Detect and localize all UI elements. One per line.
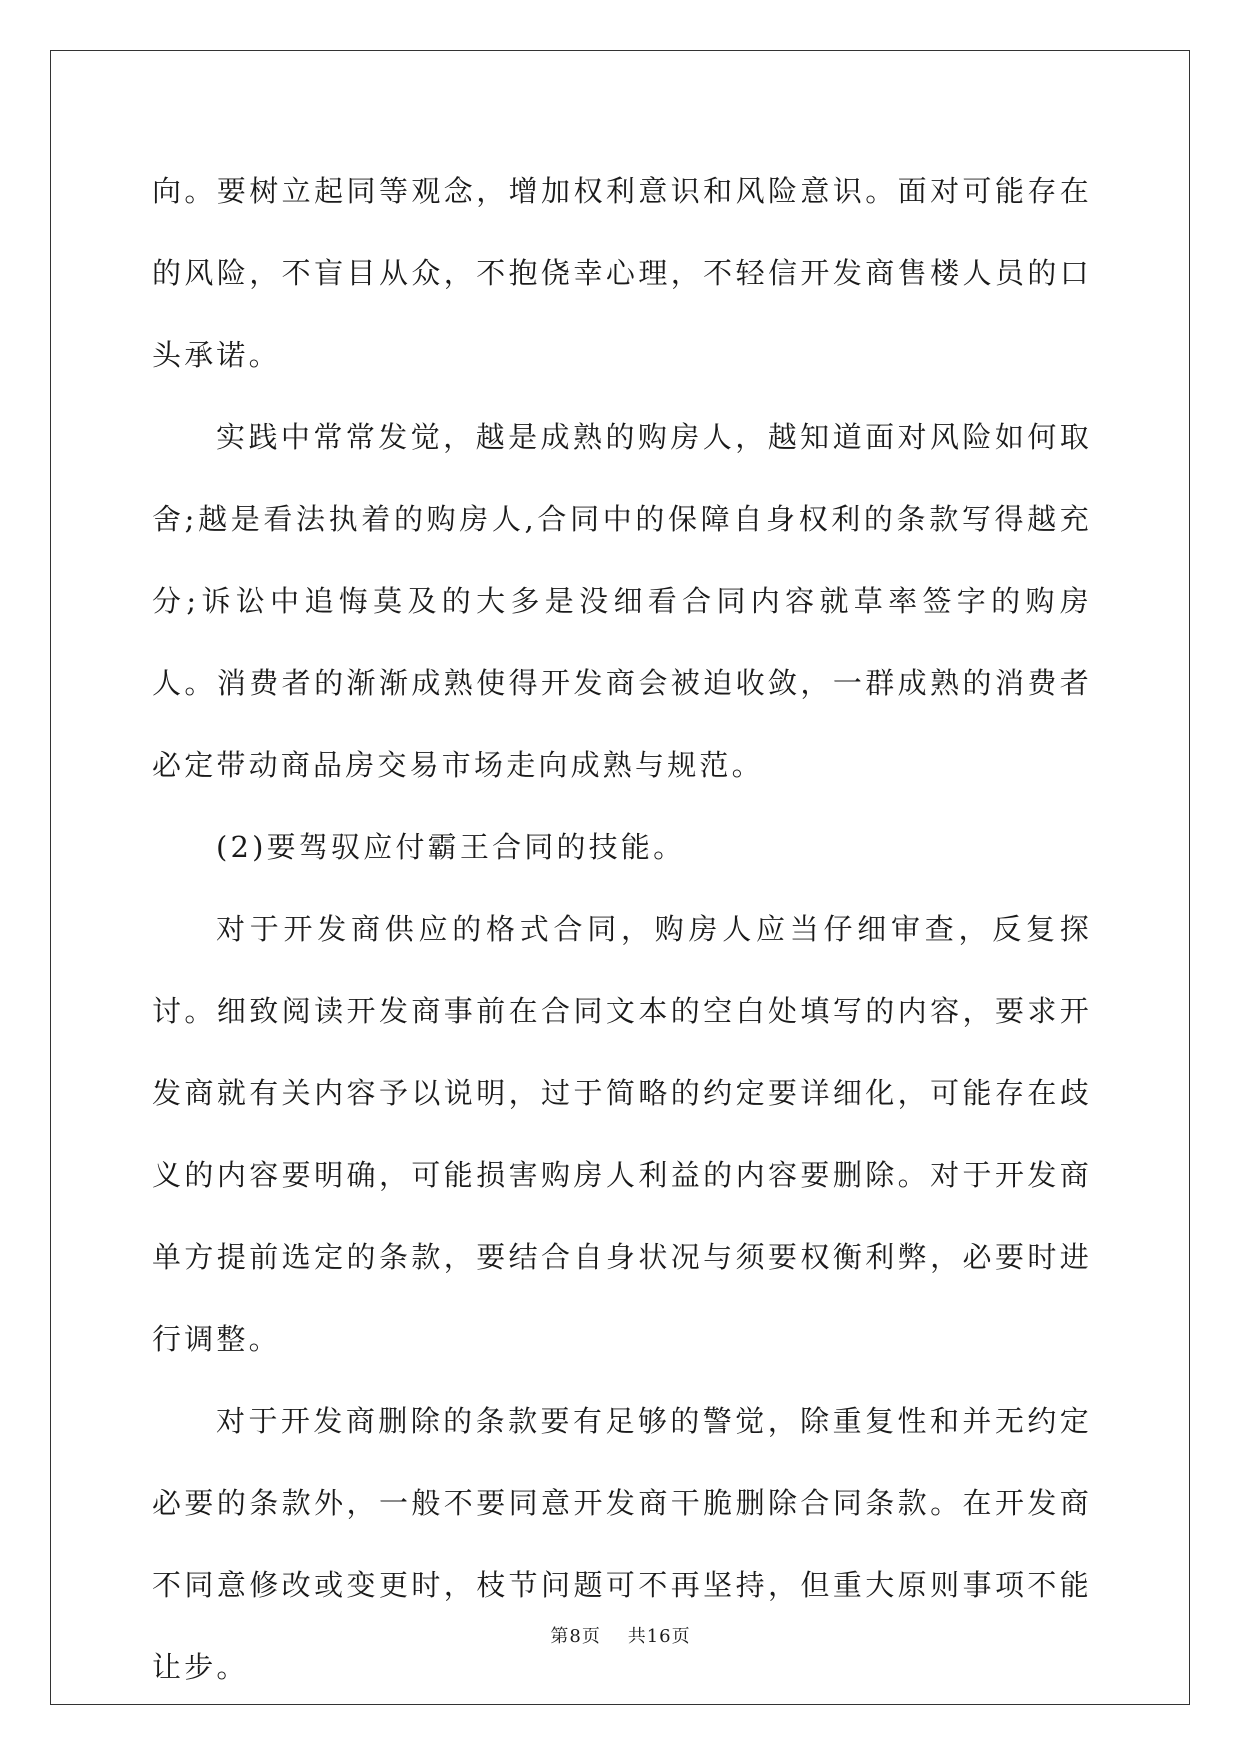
paragraph-3: (2)要驾驭应付霸王合同的技能。 (216, 830, 686, 864)
document-body (152, 150, 1092, 1708)
paragraph-1: 向。要树立起同等观念，增加权利意识和风险意识。面对可能存在的风险，不盲目从众，不抱侥幸心理，不轻信开发商售楼人员的口头承诺。 (152, 174, 1092, 372)
footer-page-prefix: 第 (550, 1626, 570, 1647)
footer-total-prefix: 共 (627, 1626, 647, 1647)
paragraph-4: 对于开发商供应的格式合同，购房人应当仔细审查，反复探讨。细致阅读开发商事前在合同文本的空白处填写的内容，要求开发商就有关内容予以说明，过于简略的约定要详细化，可能存在歧义的内容要明确，可能损害购房人利益的内容要删除。对于开发商单方提前选定的条款，要结合自身状况与须要权衡利弊，必要时进行调整。 (152, 912, 1092, 1356)
paragraph-5: 对于开发商删除的条款要有足够的警觉，除重复性和并无约定必要的条款外，一般不要同意开发商干脆删除合同条款。在开发商不同意修改或变更时，枝节问题可不再坚持，但重大原则事项不能让步。 (152, 1404, 1092, 1684)
paragraph-2: 实践中常常发觉，越是成熟的购房人，越知道面对风险如何取舍;越是看法执着的购房人,合同中的保障自身权利的条款写得越充分;诉讼中追悔莫及的大多是没细看合同内容就草率签字的购房人。消费者的渐渐成熟使得开发商会被迫收敛，一群成熟的消费者必定带动商品房交易市场走向成熟与规范。 (152, 420, 1092, 782)
footer-page-number: 8 (569, 1626, 582, 1647)
footer-total-pages: 16 (646, 1626, 672, 1647)
footer-page-suffix: 页 (581, 1626, 601, 1647)
page-footer (0, 1622, 1241, 1648)
footer-total-suffix: 页 (671, 1626, 691, 1647)
